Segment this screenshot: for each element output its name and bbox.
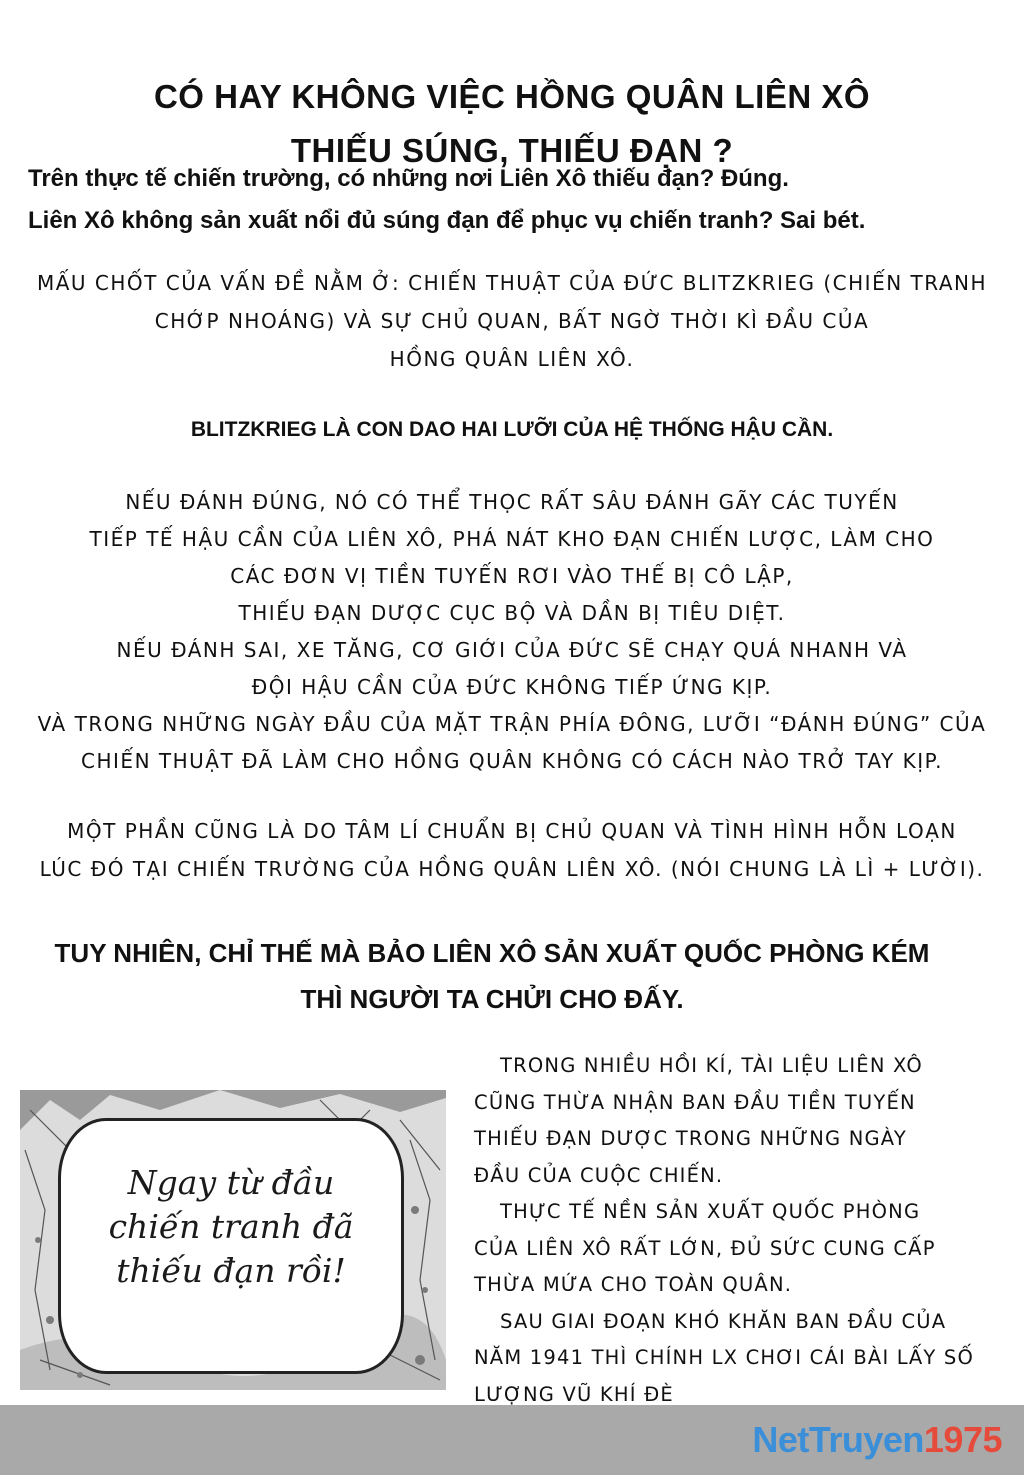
psychology-paragraph [0, 812, 1024, 888]
speech-bubble-text [61, 1161, 401, 1293]
intro-line-1: Trên thực tế chiến trường, có những nơi Liên Xô thiếu đạn? Đúng. [28, 165, 789, 192]
side-line: THỰC TẾ NỀN SẢN XUẤT QUỐC PHÒNG [500, 1200, 921, 1223]
however-heading [0, 930, 1004, 1022]
title-line-2: THIẾU SÚNG, THIẾU ĐẠN ? [290, 132, 734, 170]
bubble-line-2: chiến tranh đã [108, 1207, 354, 1246]
keypoint-paragraph [0, 264, 1024, 378]
title-line-1: CÓ HAY KHÔNG VIỆC HỒNG QUÂN LIÊN XÔ [153, 78, 871, 116]
side-line: SAU GIAI ĐOẠN KHÓ KHĂN BAN ĐẦU CỦA [500, 1309, 947, 1333]
blitz-line: CHIẾN THUẬT ĐÃ LÀM CHO HỒNG QUÂN KHÔNG CÓ CÁCH NÀO TRỞ TAY KỊP. [81, 749, 943, 773]
side-column-text [474, 1048, 1004, 1413]
blitzkrieg-paragraph [0, 484, 1024, 780]
side-line: THỪA MỨA CHO TOÀN QUÂN. [474, 1273, 793, 1296]
blitz-line: NẾU ĐÁNH ĐÚNG, NÓ CÓ THỂ THỌC RẤT SÂU ĐÁNH GÃY CÁC TUYẾN [125, 490, 899, 514]
bubble-line-1: Ngay từ đầu [127, 1163, 335, 1202]
blitz-line: NẾU ĐÁNH SAI, XE TĂNG, CƠ GIỚI CỦA ĐỨC SẼ CHẠY QUÁ NHANH VÀ [116, 638, 908, 662]
footer-bar [0, 1405, 1024, 1475]
side-line: CỦA LIÊN XÔ RẤT LỚN, ĐỦ SỨC CUNG CẤP [474, 1236, 936, 1260]
side-line: THIẾU ĐẠN DƯỢC TRONG NHỮNG NGÀY [474, 1127, 907, 1150]
psych-line: LÚC ĐÓ TẠI CHIẾN TRƯỜNG CỦA HỒNG QUÂN LIÊN XÔ. (NÓI CHUNG LÀ LÌ + LƯỜI). [39, 857, 985, 881]
blitz-line: ĐỘI HẬU CẦN CỦA ĐỨC KHÔNG TIẾP ỨNG KỊP. [251, 675, 773, 699]
site-logo[interactable] [752, 1419, 1002, 1461]
however-line-2: THÌ NGƯỜI TA CHỬI CHO ĐẤY. [300, 984, 684, 1014]
logo-text-accent: 1975 [923, 1419, 1002, 1460]
side-line: LƯỢNG VŨ KHÍ ĐÈ [474, 1382, 674, 1406]
keypoint-line-2: CHỚP NHOÁNG) VÀ SỰ CHỦ QUAN, BẤT NGỜ THỜI KÌ ĐẦU CỦA [154, 309, 870, 333]
side-line: NĂM 1941 THÌ CHÍNH LX CHƠI CÁI BÀI LẤY SỐ [474, 1346, 975, 1369]
blitz-line: VÀ TRONG NHỮNG NGÀY ĐẦU CỦA MẶT TRẬN PHÍA ĐÔNG, LƯỠI “ĐÁNH ĐÚNG” CỦA [37, 712, 987, 736]
keypoint-line-1: MẤU CHỐT CỦA VẤN ĐỀ NẰM Ở: CHIẾN THUẬT CỦA ĐỨC BLITZKRIEG (CHIẾN TRANH [36, 271, 988, 295]
blitz-line: TIẾP TẾ HẬU CẦN CỦA LIÊN XÔ, PHÁ NÁT KHO ĐẠN CHIẾN LƯỢC, LÀM CHO [89, 527, 935, 551]
intro-line-2: Liên Xô không sản xuất nổi đủ súng đạn để phục vụ chiến tranh? Sai bét. [28, 207, 866, 234]
psych-line: MỘT PHẦN CŨNG LÀ DO TÂM LÍ CHUẨN BỊ CHỦ QUAN VÀ TÌNH HÌNH HỖN LOẠN [67, 819, 957, 843]
intro-block [28, 158, 1008, 242]
keypoint-line-3: HỒNG QUÂN LIÊN XÔ. [389, 347, 635, 371]
blitzkrieg-heading: BLITZKRIEG LÀ CON DAO HAI LƯỠI CỦA HỆ THỐNG HẬU CẦN. [190, 418, 834, 441]
bubble-line-3: thiếu đạn rồi! [116, 1251, 346, 1290]
manga-panel [20, 1090, 446, 1390]
however-line-1: TUY NHIÊN, CHỈ THẾ MÀ BẢO LIÊN XÔ SẢN XUẤT QUỐC PHÒNG KÉM [54, 938, 930, 968]
blitz-line: CÁC ĐƠN VỊ TIỀN TUYẾN RƠI VÀO THẾ BỊ CÔ LẬP, [230, 564, 794, 588]
side-line: TRONG NHIỀU HỒI KÍ, TÀI LIỆU LIÊN XÔ [500, 1054, 923, 1077]
blitz-line: THIẾU ĐẠN DƯỢC CỤC BỘ VÀ DẦN BỊ TIÊU DIỆT. [238, 601, 786, 625]
side-line: CŨNG THỪA NHẬN BAN ĐẦU TIỀN TUYẾN [474, 1090, 916, 1114]
side-line: ĐẦU CỦA CUỘC CHIẾN. [474, 1163, 724, 1187]
speech-bubble [58, 1118, 404, 1374]
logo-text-primary: NetTruyen [752, 1419, 924, 1460]
